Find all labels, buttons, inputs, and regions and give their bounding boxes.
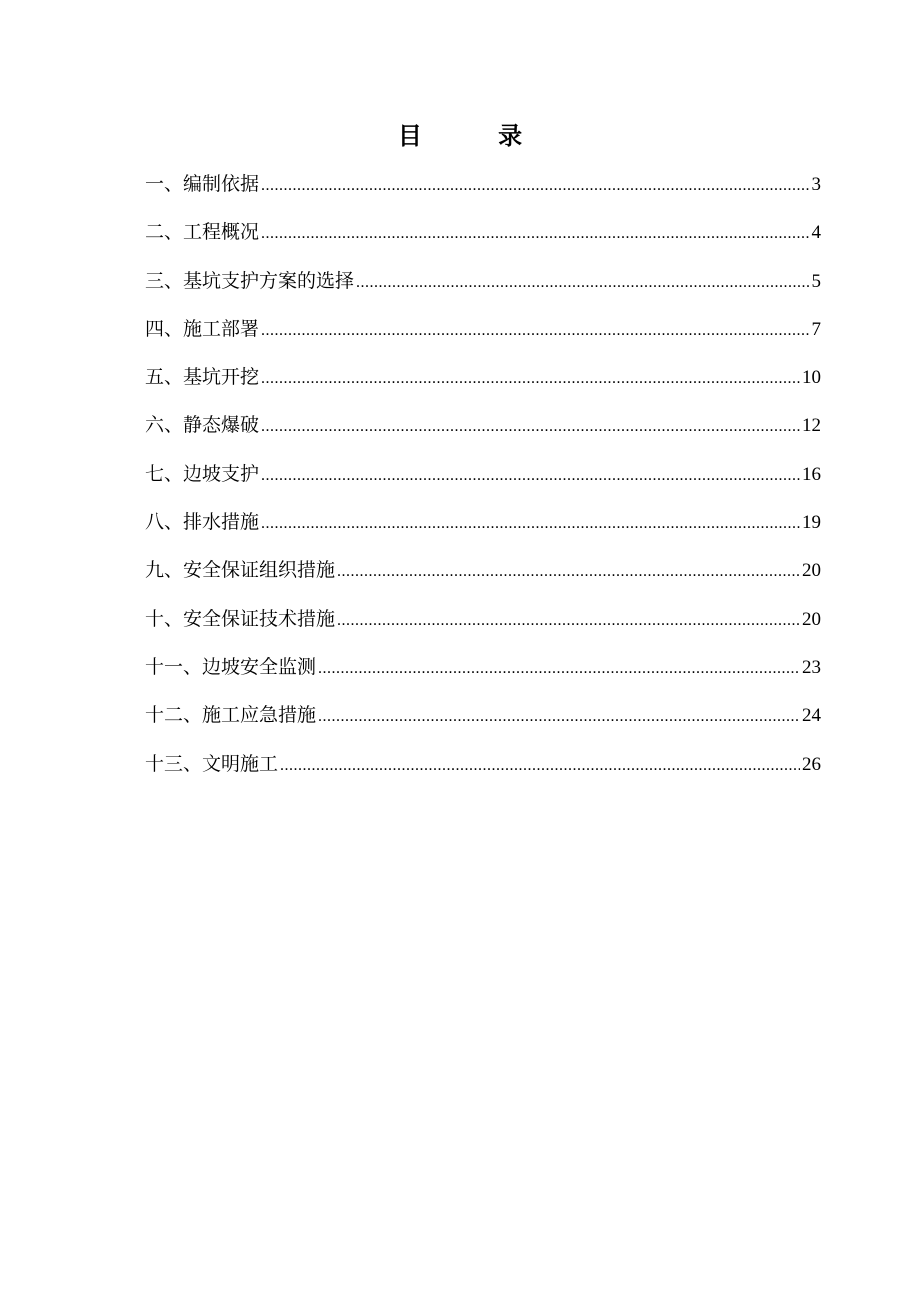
toc-entry-page: 3 xyxy=(811,174,821,195)
toc-list xyxy=(145,166,821,794)
toc-entry-label: 九、安全保证组织措施 xyxy=(145,559,336,582)
toc-title: 目 录 xyxy=(397,121,557,150)
toc-entry-page: 19 xyxy=(802,512,821,534)
toc-entry[interactable] xyxy=(145,407,821,455)
toc-leader-dots xyxy=(356,265,809,301)
toc-entry-label: 十三、文明施工 xyxy=(145,752,279,775)
toc-entry[interactable] xyxy=(145,697,821,745)
toc-leader-dots xyxy=(318,699,800,735)
toc-entry-page: 20 xyxy=(802,608,821,630)
toc-entry[interactable] xyxy=(145,456,821,504)
toc-entry-label: 十、安全保证技术措施 xyxy=(145,607,336,630)
toc-leader-dots xyxy=(337,554,800,590)
toc-entry[interactable] xyxy=(145,214,821,262)
toc-leader-dots xyxy=(261,313,809,349)
toc-entry-label: 四、施工部署 xyxy=(145,317,260,340)
toc-leader-dots xyxy=(318,651,800,687)
toc-entry-page: 26 xyxy=(802,753,821,775)
toc-entry[interactable] xyxy=(145,504,821,552)
toc-leader-dots xyxy=(261,168,809,204)
toc-leader-dots xyxy=(261,216,809,252)
toc-entry-label: 三、基坑支护方案的选择 xyxy=(145,269,355,292)
toc-entry-label: 七、边坡支护 xyxy=(145,462,260,485)
toc-leader-dots xyxy=(261,361,800,397)
toc-entry[interactable] xyxy=(145,552,821,600)
toc-entry-page: 16 xyxy=(802,463,821,485)
toc-leader-dots xyxy=(337,603,800,639)
toc-entry-page: 10 xyxy=(802,367,821,389)
toc-entry[interactable] xyxy=(145,359,821,407)
toc-entry-label: 六、静态爆破 xyxy=(145,414,260,437)
toc-entry-label: 二、工程概况 xyxy=(145,221,260,244)
toc-entry-label: 一、编制依据 xyxy=(145,173,260,195)
toc-entry-page: 7 xyxy=(811,318,821,340)
toc-entry-page: 5 xyxy=(811,270,821,292)
toc-entry[interactable] xyxy=(145,746,821,794)
toc-entry-page: 4 xyxy=(811,222,821,244)
toc-leader-dots xyxy=(261,506,800,542)
toc-entry-page: 23 xyxy=(802,656,821,678)
toc-entry-label: 五、基坑开挖 xyxy=(145,366,260,389)
toc-entry[interactable] xyxy=(145,311,821,359)
toc-leader-dots xyxy=(261,409,800,445)
toc-entry[interactable] xyxy=(145,263,821,311)
toc-entry-page: 12 xyxy=(802,415,821,437)
toc-entry[interactable] xyxy=(145,601,821,649)
toc-leader-dots xyxy=(261,458,800,494)
toc-entry-label: 十二、施工应急措施 xyxy=(145,704,317,727)
toc-entry-label: 八、排水措施 xyxy=(145,511,260,534)
toc-entry-label: 十一、边坡安全监测 xyxy=(145,655,317,678)
toc-entry[interactable] xyxy=(145,166,821,214)
toc-entry[interactable] xyxy=(145,649,821,697)
toc-entry-page: 20 xyxy=(802,560,821,582)
toc-entry-page: 24 xyxy=(802,705,821,727)
toc-leader-dots xyxy=(280,748,800,784)
